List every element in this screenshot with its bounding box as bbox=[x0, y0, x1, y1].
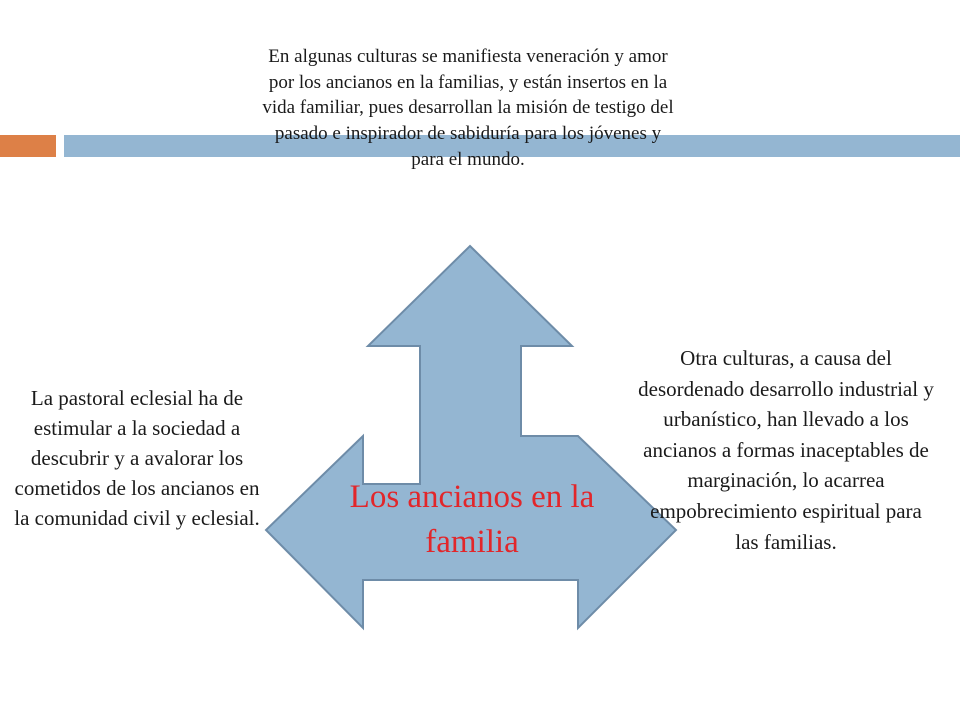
arrow-shape bbox=[266, 246, 676, 628]
top-text: En algunas culturas se manifiesta veneración y amor por los ancianos en la familias, y están insertos en la vida familiar, pues desarrollan la misión de testigo del pasado e inspirador de sabiduría para los jóvenes y para el mundo. bbox=[262, 46, 674, 170]
center-label: Los ancianos en la familia bbox=[349, 479, 595, 560]
left-text: La pastoral eclesial ha de estimular a la sociedad a descubrir y a avalorar los cometidos de los ancianos en la comunidad civil y eclesial. bbox=[14, 386, 260, 530]
right-text: Otra culturas, a causa del desordenado desarrollo industrial y urbanístico, han llevado a los ancianos a formas inaceptables de marginación, lo acarrea empobrecimiento espiritual para las familias. bbox=[638, 346, 934, 554]
